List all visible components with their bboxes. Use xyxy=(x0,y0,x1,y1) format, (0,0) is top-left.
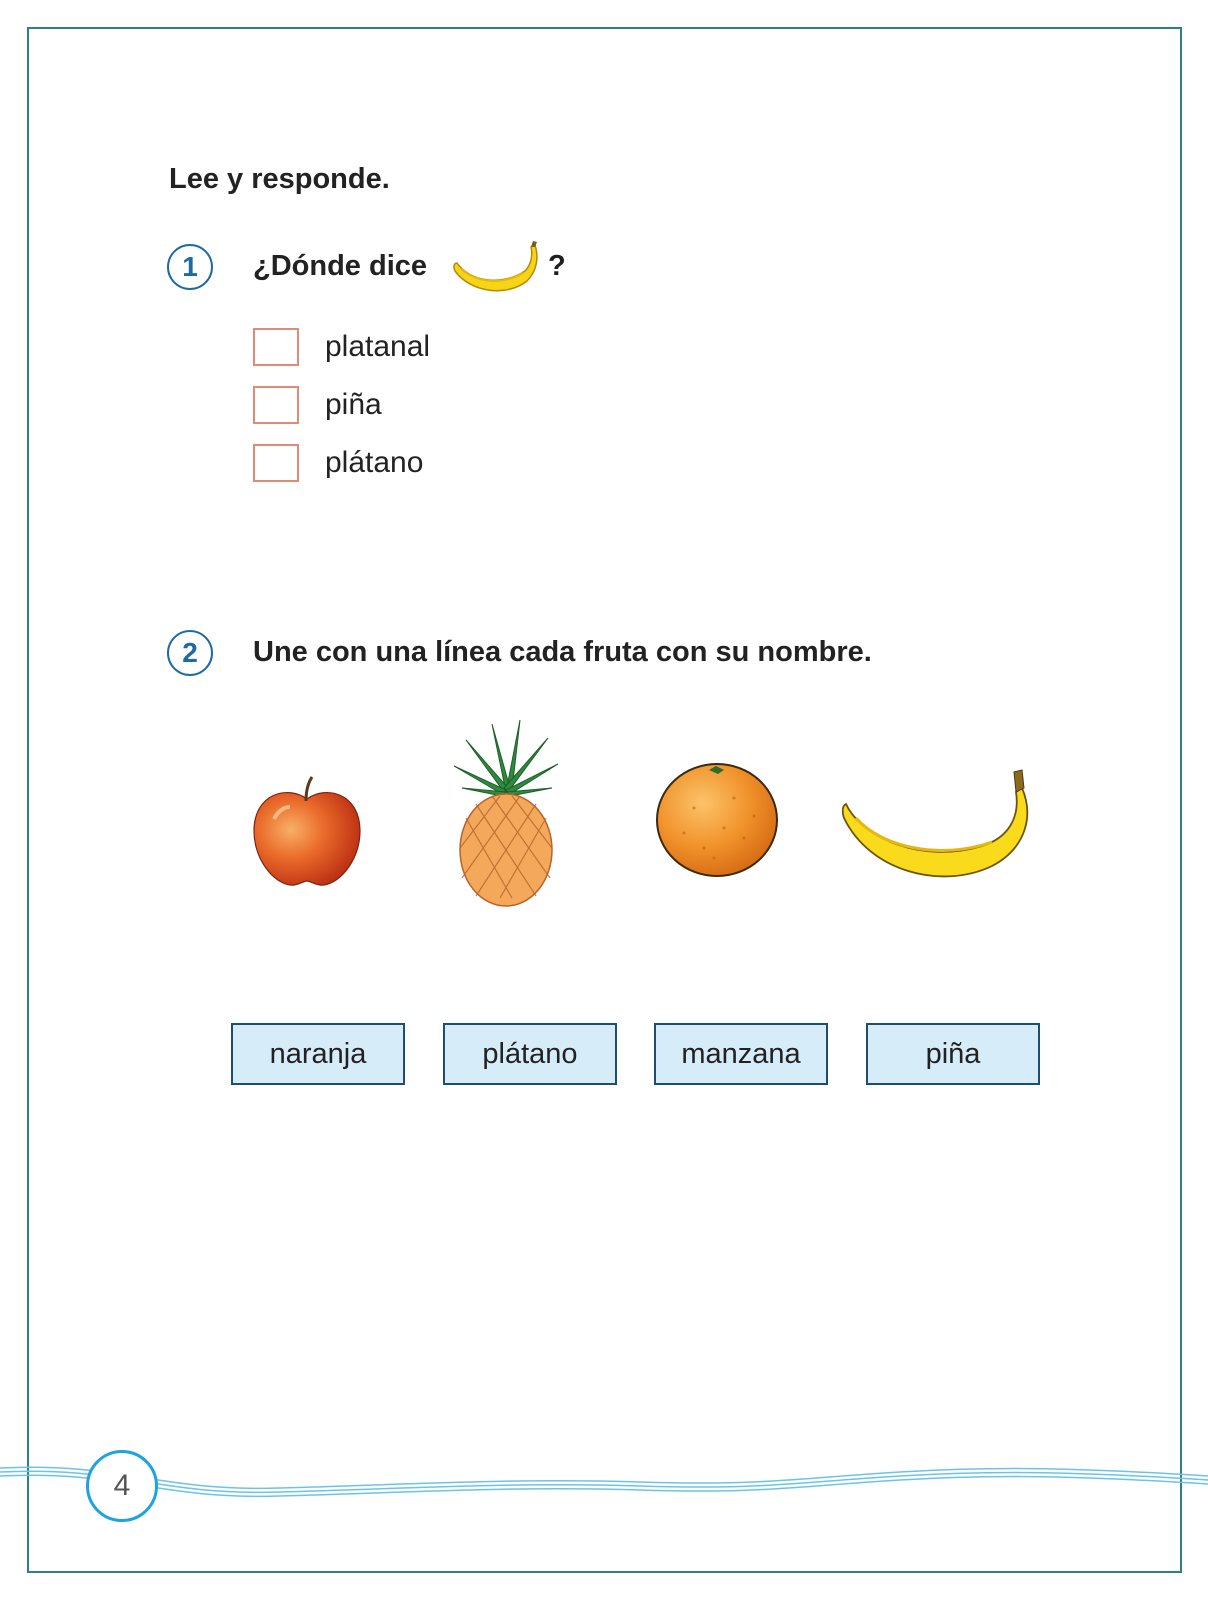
option-label-2: piña xyxy=(325,388,382,421)
question-2-number: 2 xyxy=(167,630,213,676)
orange-icon[interactable] xyxy=(654,758,780,878)
apple-icon[interactable] xyxy=(248,775,366,893)
page-number: 4 xyxy=(86,1450,158,1522)
option-row-3 xyxy=(253,443,423,483)
word-box-1[interactable]: naranja xyxy=(231,1023,405,1085)
footer-wave xyxy=(0,1448,1208,1528)
question-1-question-mark: ? xyxy=(548,250,566,282)
option-label-3: plátano xyxy=(325,446,424,479)
option-row-2 xyxy=(253,385,382,425)
question-1-prompt: ¿Dónde dice xyxy=(253,250,428,282)
checkbox-option-2[interactable] xyxy=(253,386,299,424)
banana-icon xyxy=(451,241,539,297)
option-row-1 xyxy=(253,327,430,367)
option-label-1: platanal xyxy=(325,330,431,363)
word-box-4[interactable]: piña xyxy=(866,1023,1040,1085)
word-box-3[interactable]: manzana xyxy=(654,1023,828,1085)
question-1-number: 1 xyxy=(167,244,213,290)
checkbox-option-3[interactable] xyxy=(253,444,299,482)
instruction-heading: Lee y responde. xyxy=(169,163,390,195)
checkbox-option-1[interactable] xyxy=(253,328,299,366)
word-box-2[interactable]: plátano xyxy=(443,1023,617,1085)
banana-icon[interactable] xyxy=(842,768,1032,888)
question-2-prompt: Une con una línea cada fruta con su nombre. xyxy=(253,636,872,668)
pineapple-icon[interactable] xyxy=(452,718,560,910)
